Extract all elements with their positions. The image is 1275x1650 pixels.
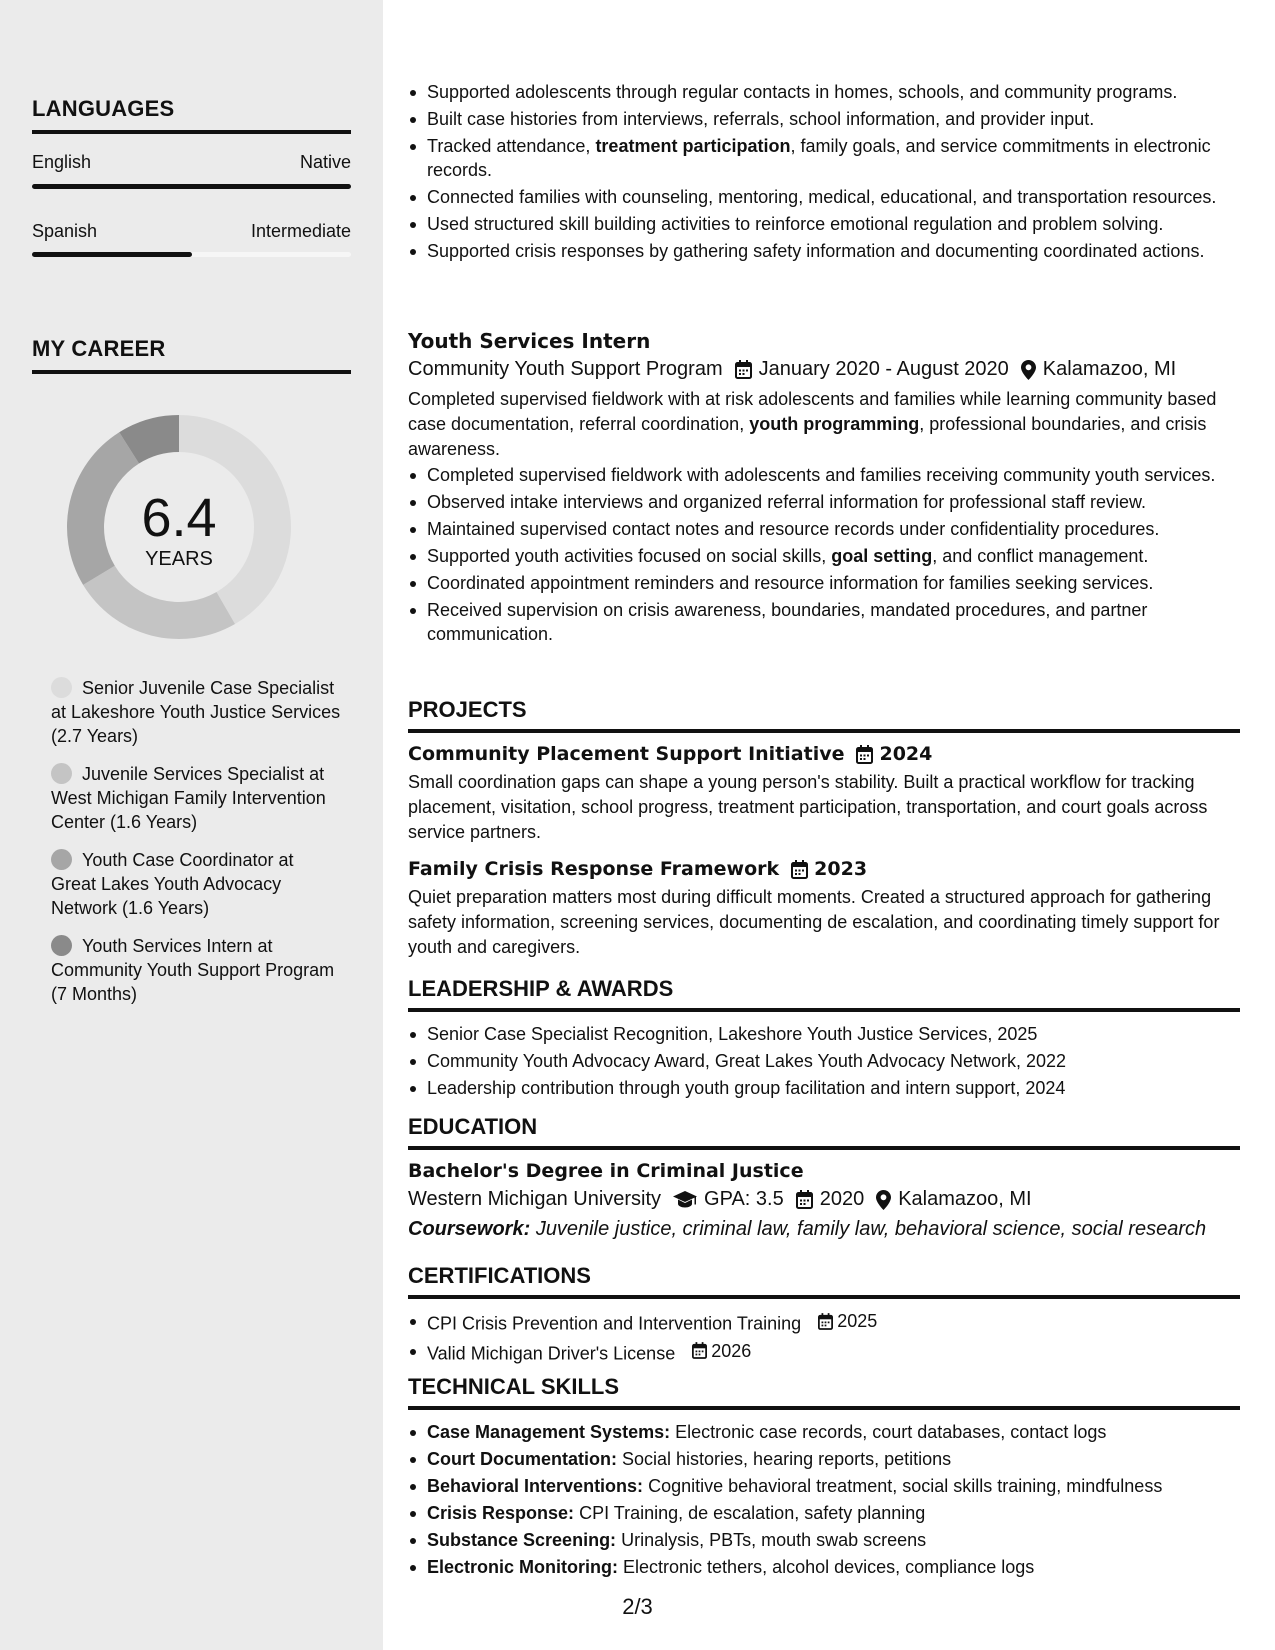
list-item xyxy=(408,1420,1240,1444)
job-title: Youth Services Intern xyxy=(408,329,651,353)
skills-list xyxy=(408,1420,1240,1579)
language-level: Native xyxy=(299,152,351,172)
skill-value: Electronic tethers, alcohol devices, compliance logs xyxy=(623,1557,1035,1577)
location-pin-icon xyxy=(876,1190,891,1210)
text-run: Completed supervised fieldwork with adolescents and families receiving community youth services. xyxy=(427,465,1216,485)
legend-dot xyxy=(51,935,72,956)
job-location: Kalamazoo, MI xyxy=(1042,358,1177,380)
intern-job xyxy=(408,329,1240,649)
text-run: Supported adolescents through regular contacts in homes, schools, and community programs. xyxy=(427,82,1178,102)
list-item xyxy=(408,598,1240,646)
skill-value: Social histories, hearing reports, petitions xyxy=(622,1449,952,1469)
certification-year: 2026 xyxy=(711,1340,752,1361)
list-item xyxy=(408,80,1240,104)
certification-name: CPI Crisis Prevention and Intervention Training xyxy=(427,1313,802,1334)
leadership-section xyxy=(408,976,1240,1103)
calendar-icon xyxy=(735,360,752,379)
skill-label: Substance Screening: xyxy=(427,1530,617,1550)
list-item: Leadership contribution through youth group facilitation and intern support, 2024 xyxy=(408,1076,1240,1100)
legend-dot xyxy=(51,763,72,784)
coursework xyxy=(408,1218,1240,1241)
language-row-spanish xyxy=(32,221,351,242)
text-run: Received supervision on crisis awareness, boundaries, mandated procedures, and partner communication. xyxy=(427,600,1148,644)
main-content xyxy=(408,0,1240,1650)
projects-section xyxy=(408,697,1240,960)
certifications-section xyxy=(408,1263,1240,1368)
section-title: TECHNICAL SKILLS xyxy=(408,1374,1240,1410)
school-name: Western Michigan University xyxy=(408,1188,662,1210)
text-run: Maintained supervised contact notes and resource records under confidentiality procedures. xyxy=(427,519,1160,539)
job-summary xyxy=(408,387,1240,462)
list-item xyxy=(408,1309,1240,1336)
language-bar-english xyxy=(32,184,351,189)
text-run: , professional boundaries, and crisis awareness. xyxy=(408,414,1207,459)
leadership-list xyxy=(408,1022,1240,1100)
sidebar xyxy=(0,0,383,1650)
list-item xyxy=(408,185,1240,209)
skill-value: Cognitive behavioral treatment, social skills training, mindfulness xyxy=(648,1476,1163,1496)
legend-item xyxy=(51,934,341,1006)
legend-item xyxy=(51,762,341,834)
language-bar-fill xyxy=(32,252,192,257)
calendar-icon xyxy=(692,1342,707,1359)
project-description: Small coordination gaps can shape a young person's stability. Built a practical workflow for tracking placement, visitation, school progress, treatment participation, transportation, and court goals across service partners. xyxy=(408,772,1208,842)
legend-item xyxy=(51,676,341,748)
graduation-year: 2020 xyxy=(819,1188,865,1210)
degree-title: Bachelor's Degree in Criminal Justice xyxy=(408,1160,804,1182)
text-run: , and conflict management. xyxy=(932,546,1149,566)
legend-label: Youth Services Intern at Community Youth Support Program (7 Months) xyxy=(51,936,335,1004)
bold-phrase: youth programming xyxy=(749,414,920,434)
list-item xyxy=(408,1474,1240,1498)
calendar-icon xyxy=(818,1313,833,1330)
skill-value: CPI Training, de escalation, safety planning xyxy=(579,1503,926,1523)
language-name: Spanish xyxy=(32,221,98,241)
text-run: Coordinated appointment reminders and resource information for families seeking services. xyxy=(427,573,1154,593)
coursework-list: Juvenile justice, criminal law, family law, behavioral science, social research xyxy=(535,1218,1207,1240)
list-item xyxy=(408,1501,1240,1525)
company-name: Community Youth Support Program xyxy=(408,358,723,380)
project-year: 2023 xyxy=(814,858,868,880)
text-run: Observed intake interviews and organized referral information for professional staff review. xyxy=(427,492,1147,512)
certifications-list xyxy=(408,1309,1240,1365)
list-item xyxy=(408,517,1240,541)
project-description: Quiet preparation matters most during difficult moments. Created a structured approach for gathering safety information, screening services, documenting de escalation, and coordinating timely support for youth and caregivers. xyxy=(408,887,1220,957)
legend-label: Youth Case Coordinator at Great Lakes Youth Advocacy Network (1.6 Years) xyxy=(51,850,294,918)
list-item: Senior Case Specialist Recognition, Lakeshore Youth Justice Services, 2025 xyxy=(408,1022,1240,1046)
text-run: Supported crisis responses by gathering safety information and documenting coordinated actions. xyxy=(427,241,1205,261)
gpa: GPA: 3.5 xyxy=(704,1188,784,1210)
career-total-unit: YEARS xyxy=(145,547,213,570)
page-number: 2/3 xyxy=(622,1594,653,1619)
list-item xyxy=(408,1339,1240,1366)
calendar-icon xyxy=(796,1190,813,1209)
list-item xyxy=(408,571,1240,595)
text-run: Supported youth activities focused on social skills, xyxy=(427,546,832,566)
legend-label: Senior Juvenile Case Specialist at Lakeshore Youth Justice Services (2.7 Years) xyxy=(51,678,341,746)
skill-label: Electronic Monitoring: xyxy=(427,1557,618,1577)
career-legend xyxy=(51,676,341,1020)
text-run: Connected families with counseling, mentoring, medical, educational, and transportation resources. xyxy=(427,187,1217,207)
section-title: CERTIFICATIONS xyxy=(408,1263,1240,1299)
list-item xyxy=(408,1555,1240,1579)
calendar-icon xyxy=(791,860,808,879)
legend-dot xyxy=(51,849,72,870)
project-name: Community Placement Support Initiative xyxy=(408,743,845,765)
bold-phrase: goal setting xyxy=(831,546,933,566)
certification-year: 2025 xyxy=(837,1311,878,1331)
skill-label: Crisis Response: xyxy=(427,1503,575,1523)
section-title: EDUCATION xyxy=(408,1114,1240,1150)
project-title xyxy=(408,858,1240,880)
career-heading: MY CAREER xyxy=(32,336,351,374)
project-name: Family Crisis Response Framework xyxy=(408,858,780,880)
list-item xyxy=(408,212,1240,236)
legend-label: Juvenile Services Specialist at West Michigan Family Intervention Center (1.6 Years) xyxy=(51,764,326,832)
bold-phrase: treatment participation xyxy=(595,136,791,156)
languages-heading: LANGUAGES xyxy=(32,96,351,134)
calendar-icon xyxy=(856,745,873,764)
job-meta xyxy=(408,358,1240,381)
text-run: Tracked attendance, xyxy=(427,136,596,156)
graduation-cap-icon xyxy=(673,1191,697,1208)
language-name: English xyxy=(32,152,92,172)
skill-value: Urinalysis, PBTs, mouth swab screens xyxy=(621,1530,927,1550)
legend-item xyxy=(51,848,341,920)
list-item xyxy=(408,544,1240,568)
job-dates: January 2020 - August 2020 xyxy=(758,358,1009,380)
text-run: , family goals, and service commitments in electronic records. xyxy=(427,136,1211,180)
skill-label: Behavioral Interventions: xyxy=(427,1476,644,1496)
list-item xyxy=(408,1528,1240,1552)
intern-bullets xyxy=(408,463,1240,646)
certification-date xyxy=(680,1339,751,1363)
skill-label: Case Management Systems: xyxy=(427,1422,671,1442)
education-section xyxy=(408,1114,1240,1241)
legend-dot xyxy=(51,677,72,698)
education-meta xyxy=(408,1188,1240,1211)
skill-value: Electronic case records, court databases, contact logs xyxy=(675,1422,1107,1442)
list-item xyxy=(408,1447,1240,1471)
project-title xyxy=(408,743,1240,765)
language-bar-spanish xyxy=(32,252,351,257)
certification-name: Valid Michigan Driver's License xyxy=(427,1343,676,1363)
prev-job-bullets xyxy=(408,80,1240,266)
language-level: Intermediate xyxy=(250,221,351,241)
language-row-english xyxy=(32,152,351,173)
list-item xyxy=(408,107,1240,131)
list-item xyxy=(408,490,1240,514)
certification-date xyxy=(806,1309,877,1333)
section-title: PROJECTS xyxy=(408,697,1240,733)
coursework-label: Coursework: xyxy=(408,1218,531,1240)
text-run: Completed supervised fieldwork with at risk adolescents and families while learning community based case documentation, referral coordination, xyxy=(408,389,1217,434)
project-year: 2024 xyxy=(879,743,933,765)
career-donut-center xyxy=(66,414,292,640)
school-location: Kalamazoo, MI xyxy=(898,1188,1032,1210)
text-run: Used structured skill building activities to reinforce emotional regulation and problem solving. xyxy=(427,214,1164,234)
list-item xyxy=(408,239,1240,263)
list-item xyxy=(408,463,1240,487)
list-item: Community Youth Advocacy Award, Great Lakes Youth Advocacy Network, 2022 xyxy=(408,1049,1240,1073)
text-run: Built case histories from interviews, referrals, school information, and provider input. xyxy=(427,109,1095,129)
skills-section xyxy=(408,1374,1240,1582)
section-title: LEADERSHIP & AWARDS xyxy=(408,976,1240,1012)
skill-label: Court Documentation: xyxy=(427,1449,617,1469)
list-item xyxy=(408,134,1240,182)
language-bar-fill xyxy=(32,184,351,189)
career-total-years: 6.4 xyxy=(141,487,217,548)
location-pin-icon xyxy=(1021,360,1036,380)
